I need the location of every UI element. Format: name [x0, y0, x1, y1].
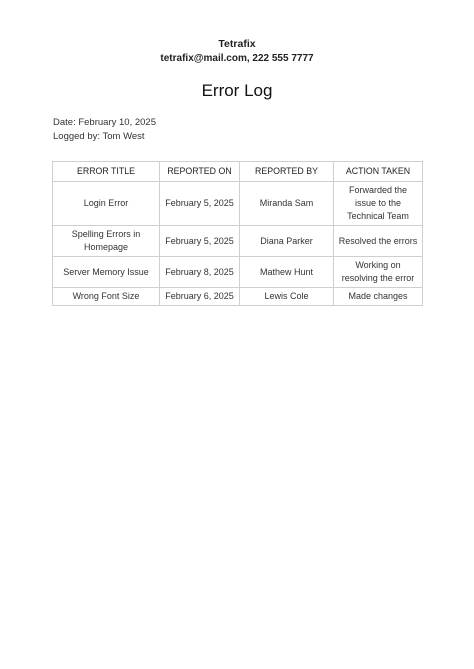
cell-error-title: Wrong Font Size	[53, 288, 160, 306]
column-header-error-title: ERROR TITLE	[53, 162, 160, 182]
table-header-row	[53, 162, 423, 182]
cell-reported-by: Lewis Cole	[240, 288, 334, 306]
column-header-reported-by: REPORTED BY	[240, 162, 334, 182]
table-row	[53, 226, 423, 257]
cell-action-taken: Working on resolving the error	[334, 257, 423, 288]
cell-error-title: Server Memory Issue	[53, 257, 160, 288]
table-row	[53, 182, 423, 226]
cell-reported-on: February 5, 2025	[160, 182, 240, 226]
log-date: Date: February 10, 2025	[53, 117, 156, 128]
cell-reported-by: Mathew Hunt	[240, 257, 334, 288]
cell-reported-by: Miranda Sam	[240, 182, 334, 226]
logged-by: Logged by: Tom West	[53, 131, 145, 142]
column-header-reported-on: REPORTED ON	[160, 162, 240, 182]
company-name: Tetrafix	[218, 38, 256, 50]
page-title: Error Log	[201, 81, 273, 100]
cell-error-title: Spelling Errors in Homepage	[53, 226, 160, 257]
cell-reported-on: February 6, 2025	[160, 288, 240, 306]
table-row	[53, 257, 423, 288]
table-row	[53, 288, 423, 306]
cell-reported-by: Diana Parker	[240, 226, 334, 257]
error-log-table	[52, 161, 423, 306]
company-contact: tetrafix@mail.com, 222 555 7777	[160, 53, 314, 64]
cell-action-taken: Forwarded the issue to the Technical Team	[334, 182, 423, 226]
cell-reported-on: February 5, 2025	[160, 226, 240, 257]
cell-action-taken: Resolved the errors	[334, 226, 423, 257]
column-header-action-taken: ACTION TAKEN	[334, 162, 423, 182]
cell-action-taken: Made changes	[334, 288, 423, 306]
cell-reported-on: February 8, 2025	[160, 257, 240, 288]
cell-error-title: Login Error	[53, 182, 160, 226]
